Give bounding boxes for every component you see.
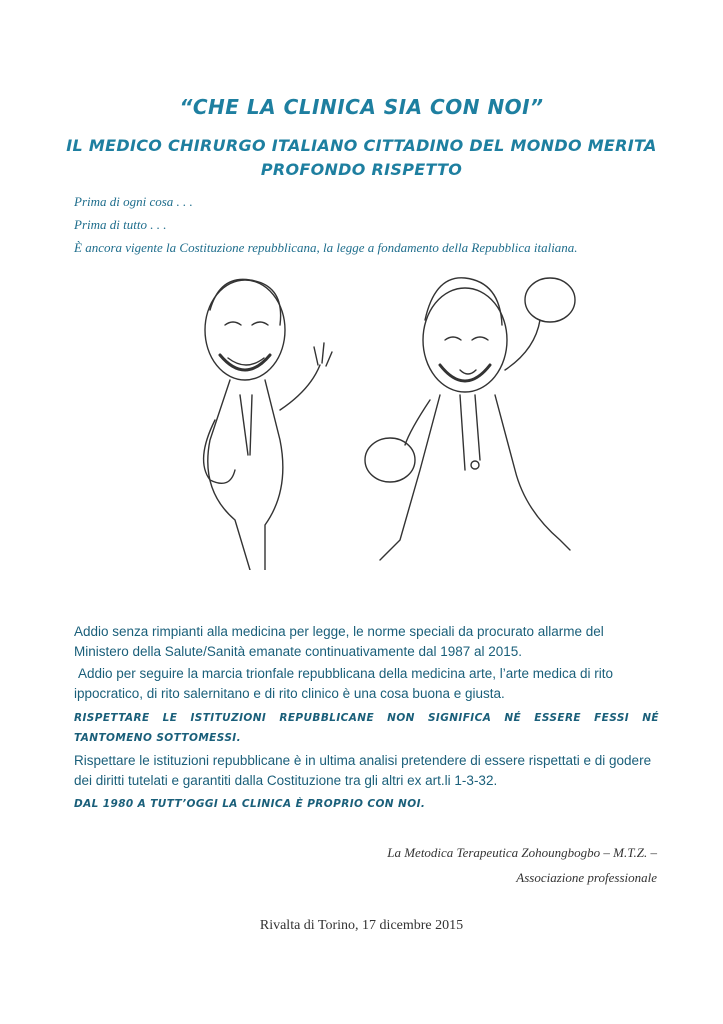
paragraph-3: Rispettare le istituzioni repubblicane è in ultima analisi pretendere di essere rispettati e di godere dei diritti tutelati e garantiti dalla Costituzione tra gli altri ex art.li 1-3-32. [74,753,652,788]
intro-line-1: Prima di ogni cosa . . . [74,194,193,209]
emphasis-statement-2: DAL 1980 A TUTT’OGGI LA CLINICA È PROPRIO CON NOI. [74,798,426,810]
place-date: Rivalta di Torino, 17 dicembre 2015 [259,918,464,933]
subtitle-line-1: IL MEDICO CHIRURGO ITALIANO CITTADINO DEL MONDO MERITA [66,136,657,155]
signature-line-1: La Metodica Terapeutica Zohoungbogbo – M.T.Z. – [387,845,657,860]
page-title: “CHE LA CLINICA SIA CON NOI” [179,95,544,119]
right-figure [365,278,575,560]
intro-line-2: Prima di tutto . . . [74,217,167,232]
signature-line-2: Associazione professionale [516,870,657,885]
page-subtitle [60,134,663,182]
left-figure [204,279,332,570]
intro-block [74,190,674,259]
paragraph-1: Addio senza rimpianti alla medicina per legge, le norme speciali da procurato allarme del Ministero della Salute/Sanità emanate continuativamente dal 1987 al 2015. [74,624,604,659]
subtitle-line-2: PROFONDO RISPETTO [260,160,463,179]
intro-line-3: È ancora vigente la Costituzione repubblicana, la legge a fondamento della Repubblica italiana. [74,240,578,255]
paragraph-2: Addio per seguire la marcia trionfale repubblicana della medicina arte, l’arte medica di rito ippocratico, di rito salernitano e di rito clinico è una cosa buona e giusta. [74,666,614,701]
caricature-drawing [140,270,590,570]
emphasis-statement-1: RISPETTARE LE ISTITUZIONI REPUBBLICANE NON SIGNIFICA NÉ ESSERE FESSI NÉ TANTOMENO SOTTOMESSI. [74,712,659,744]
